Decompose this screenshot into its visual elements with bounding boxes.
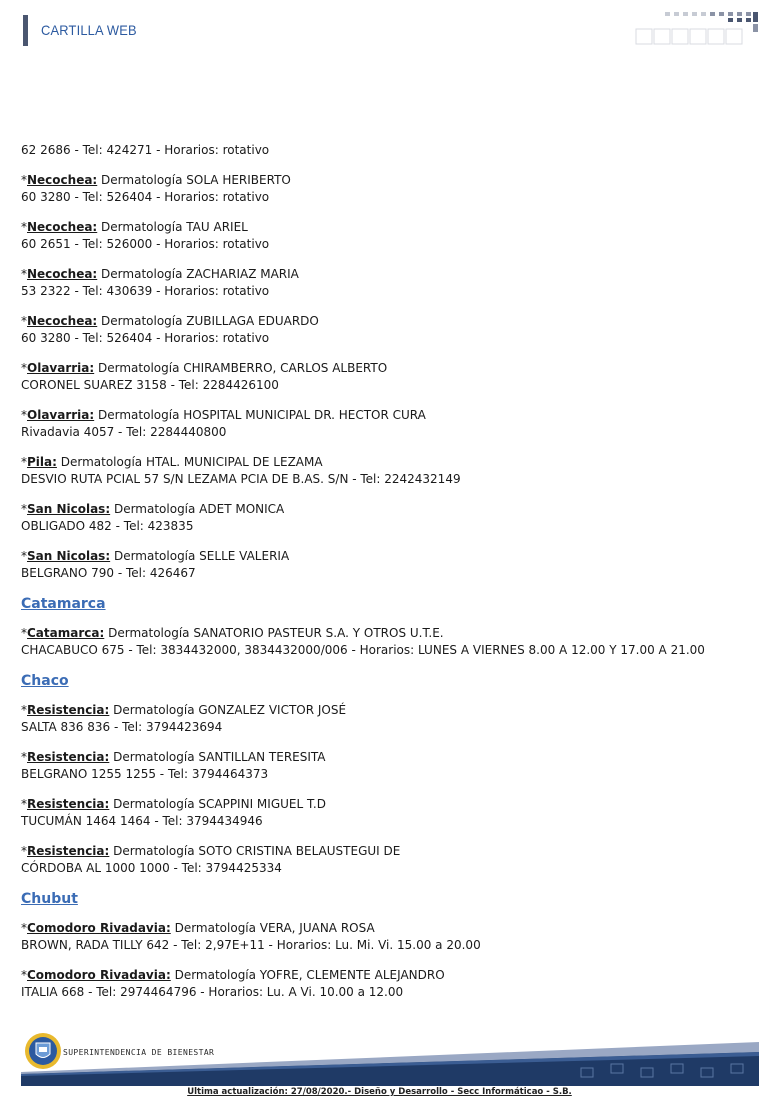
entry-detail: BELGRANO 1255 1255 - Tel: 3794464373: [21, 767, 269, 781]
entry-location[interactable]: Resistencia:: [27, 703, 110, 717]
list-item: *Catamarca: Dermatología SANATORIO PASTEUR S.A. Y OTROS U.T.E. CHACABUCO 675 - Tel: 3834432000, 3834432000/006 - Horarios: LUNES A VIERNES 8.00 A 12.00 Y 17.00 A 21.00: [21, 625, 741, 659]
page-footer: [21, 1028, 759, 1088]
entry-name: Dermatología ZACHARIAZ MARIA: [97, 267, 299, 281]
entry-detail: DESVIO RUTA PCIAL 57 S/N LEZAMA PCIA DE B.AS. S/N - Tel: 2242432149: [21, 472, 461, 486]
entry-detail: CÓRDOBA AL 1000 1000 - Tel: 3794425334: [21, 861, 282, 875]
entry-location[interactable]: San Nicolas:: [27, 502, 111, 516]
entry-location[interactable]: Olavarria:: [27, 408, 95, 422]
page-header: [0, 0, 759, 60]
entry-name: Dermatología CHIRAMBERRO, CARLOS ALBERTO: [94, 361, 388, 375]
list-item: *Necochea: Dermatología SOLA HERIBERTO 60 3280 - Tel: 526404 - Horarios: rotativo: [21, 172, 741, 206]
entry-location[interactable]: Olavarria:: [27, 361, 95, 375]
entry-location[interactable]: Necochea:: [27, 267, 98, 281]
entry-name: Dermatología SOLA HERIBERTO: [97, 173, 291, 187]
footer-update-note: Ultima actualización: 27/08/2020.- Diseño y Desarrollo - Secc Informáticao - S.B.: [187, 1087, 572, 1097]
entry-detail: BROWN, RADA TILLY 642 - Tel: 2,97E+11 - Horarios: Lu. Mi. Vi. 15.00 a 20.00: [21, 938, 481, 952]
directory-listing: [21, 142, 741, 1014]
footer-wave-band: [21, 1028, 759, 1088]
entry-detail: CORONEL SUAREZ 3158 - Tel: 2284426100: [21, 378, 279, 392]
entry-location[interactable]: Catamarca:: [27, 626, 105, 640]
footer-org-name: SUPERINTENDENCIA DE BIENESTAR: [63, 1048, 215, 1057]
entry-name: Dermatología SOTO CRISTINA BELAUSTEGUI DE: [109, 844, 401, 858]
entry-detail: BELGRANO 790 - Tel: 426467: [21, 566, 196, 580]
province-heading[interactable]: Chaco: [21, 673, 69, 689]
entry-name: Dermatología HTAL. MUNICIPAL DE LEZAMA: [56, 455, 323, 469]
entry-detail: 60 3280 - Tel: 526404 - Horarios: rotativo: [21, 331, 270, 345]
entry-name: Dermatología ZUBILLAGA EDUARDO: [97, 314, 319, 328]
entry-detail: OBLIGADO 482 - Tel: 423835: [21, 519, 194, 533]
header-title: CARTILLA WEB: [41, 22, 137, 38]
province-heading[interactable]: Chubut: [21, 891, 78, 907]
entry-detail: CHACABUCO 675 - Tel: 3834432000, 3834432000/006 - Horarios: LUNES A VIERNES 8.00 A 12.00 Y 17.00 A 21.00: [21, 643, 705, 657]
entry-name: Dermatología ADET MONICA: [110, 502, 285, 516]
entry-location[interactable]: Necochea:: [27, 220, 98, 234]
entry-name: Dermatología SANATORIO PASTEUR S.A. Y OTROS U.T.E.: [104, 626, 444, 640]
entry-name: Dermatología GONZALEZ VICTOR JOSÉ: [109, 703, 347, 717]
list-item: *San Nicolas: Dermatología SELLE VALERIA BELGRANO 790 - Tel: 426467: [21, 548, 741, 582]
list-item: *Resistencia: Dermatología SCAPPINI MIGUEL T.D TUCUMÁN 1464 1464 - Tel: 3794434946: [21, 796, 741, 830]
entry-detail: TUCUMÁN 1464 1464 - Tel: 3794434946: [21, 814, 263, 828]
entry-detail: Rivadavia 4057 - Tel: 2284440800: [21, 425, 227, 439]
list-item: *San Nicolas: Dermatología ADET MONICA OBLIGADO 482 - Tel: 423835: [21, 501, 741, 535]
header-accent-bar: [23, 15, 28, 46]
entry-location[interactable]: Pila:: [27, 455, 57, 469]
entry-detail: 62 2686 - Tel: 424271 - Horarios: rotativo: [21, 143, 270, 157]
entry-name: Dermatología TAU ARIEL: [97, 220, 248, 234]
entry-name: Dermatología VERA, JUANA ROSA: [170, 921, 375, 935]
list-item: *Resistencia: Dermatología GONZALEZ VICTOR JOSÉ SALTA 836 836 - Tel: 3794423694: [21, 702, 741, 736]
entry-location[interactable]: San Nicolas:: [27, 549, 111, 563]
entry-location[interactable]: Comodoro Rivadavia:: [27, 968, 171, 982]
list-item: *Olavarria: Dermatología HOSPITAL MUNICIPAL DR. HECTOR CURA Rivadavia 4057 - Tel: 2284440800: [21, 407, 741, 441]
entry-name: Dermatología SCAPPINI MIGUEL T.D: [109, 797, 326, 811]
list-item: *Resistencia: Dermatología SOTO CRISTINA BELAUSTEGUI DE CÓRDOBA AL 1000 1000 - Tel: 3794425334: [21, 843, 741, 877]
entry-name: Dermatología SELLE VALERIA: [110, 549, 290, 563]
header-pixel-decoration: [634, 10, 759, 46]
list-item: *Necochea: Dermatología ZUBILLAGA EDUARDO 60 3280 - Tel: 526404 - Horarios: rotativo: [21, 313, 741, 347]
list-item: *Olavarria: Dermatología CHIRAMBERRO, CARLOS ALBERTO CORONEL SUAREZ 3158 - Tel: 2284426100: [21, 360, 741, 394]
province-heading[interactable]: Catamarca: [21, 596, 106, 612]
list-item: [21, 142, 741, 159]
list-item: *Comodoro Rivadavia: Dermatología YOFRE, CLEMENTE ALEJANDRO ITALIA 668 - Tel: 2974464796 - Horarios: Lu. A Vi. 10.00 a 12.00: [21, 967, 741, 1001]
list-item: *Comodoro Rivadavia: Dermatología VERA, JUANA ROSA BROWN, RADA TILLY 642 - Tel: 2,97E+11 - Horarios: Lu. Mi. Vi. 15.00 a 20.00: [21, 920, 741, 954]
entry-detail: ITALIA 668 - Tel: 2974464796 - Horarios: Lu. A Vi. 10.00 a 12.00: [21, 985, 404, 999]
entry-location[interactable]: Necochea:: [27, 173, 98, 187]
list-item: *Resistencia: Dermatología SANTILLAN TERESITA BELGRANO 1255 1255 - Tel: 3794464373: [21, 749, 741, 783]
entry-location[interactable]: Resistencia:: [27, 797, 110, 811]
entry-location[interactable]: Resistencia:: [27, 750, 110, 764]
entry-location[interactable]: Necochea:: [27, 314, 98, 328]
list-item: *Pila: Dermatología HTAL. MUNICIPAL DE LEZAMA DESVIO RUTA PCIAL 57 S/N LEZAMA PCIA DE B.AS. S/N - Tel: 2242432149: [21, 454, 741, 488]
entry-name: Dermatología SANTILLAN TERESITA: [109, 750, 326, 764]
entry-location[interactable]: Resistencia:: [27, 844, 110, 858]
entry-name: Dermatología YOFRE, CLEMENTE ALEJANDRO: [170, 968, 445, 982]
list-item: *Necochea: Dermatología TAU ARIEL 60 2651 - Tel: 526000 - Horarios: rotativo: [21, 219, 741, 253]
entry-name: Dermatología HOSPITAL MUNICIPAL DR. HECTOR CURA: [94, 408, 426, 422]
superintendencia-seal-icon: [24, 1032, 62, 1070]
entry-detail: 60 2651 - Tel: 526000 - Horarios: rotativo: [21, 237, 270, 251]
entry-detail: SALTA 836 836 - Tel: 3794423694: [21, 720, 223, 734]
entry-location[interactable]: Comodoro Rivadavia:: [27, 921, 171, 935]
list-item: *Necochea: Dermatología ZACHARIAZ MARIA 53 2322 - Tel: 430639 - Horarios: rotativo: [21, 266, 741, 300]
entry-detail: 53 2322 - Tel: 430639 - Horarios: rotativo: [21, 284, 270, 298]
entry-detail: 60 3280 - Tel: 526404 - Horarios: rotativo: [21, 190, 270, 204]
